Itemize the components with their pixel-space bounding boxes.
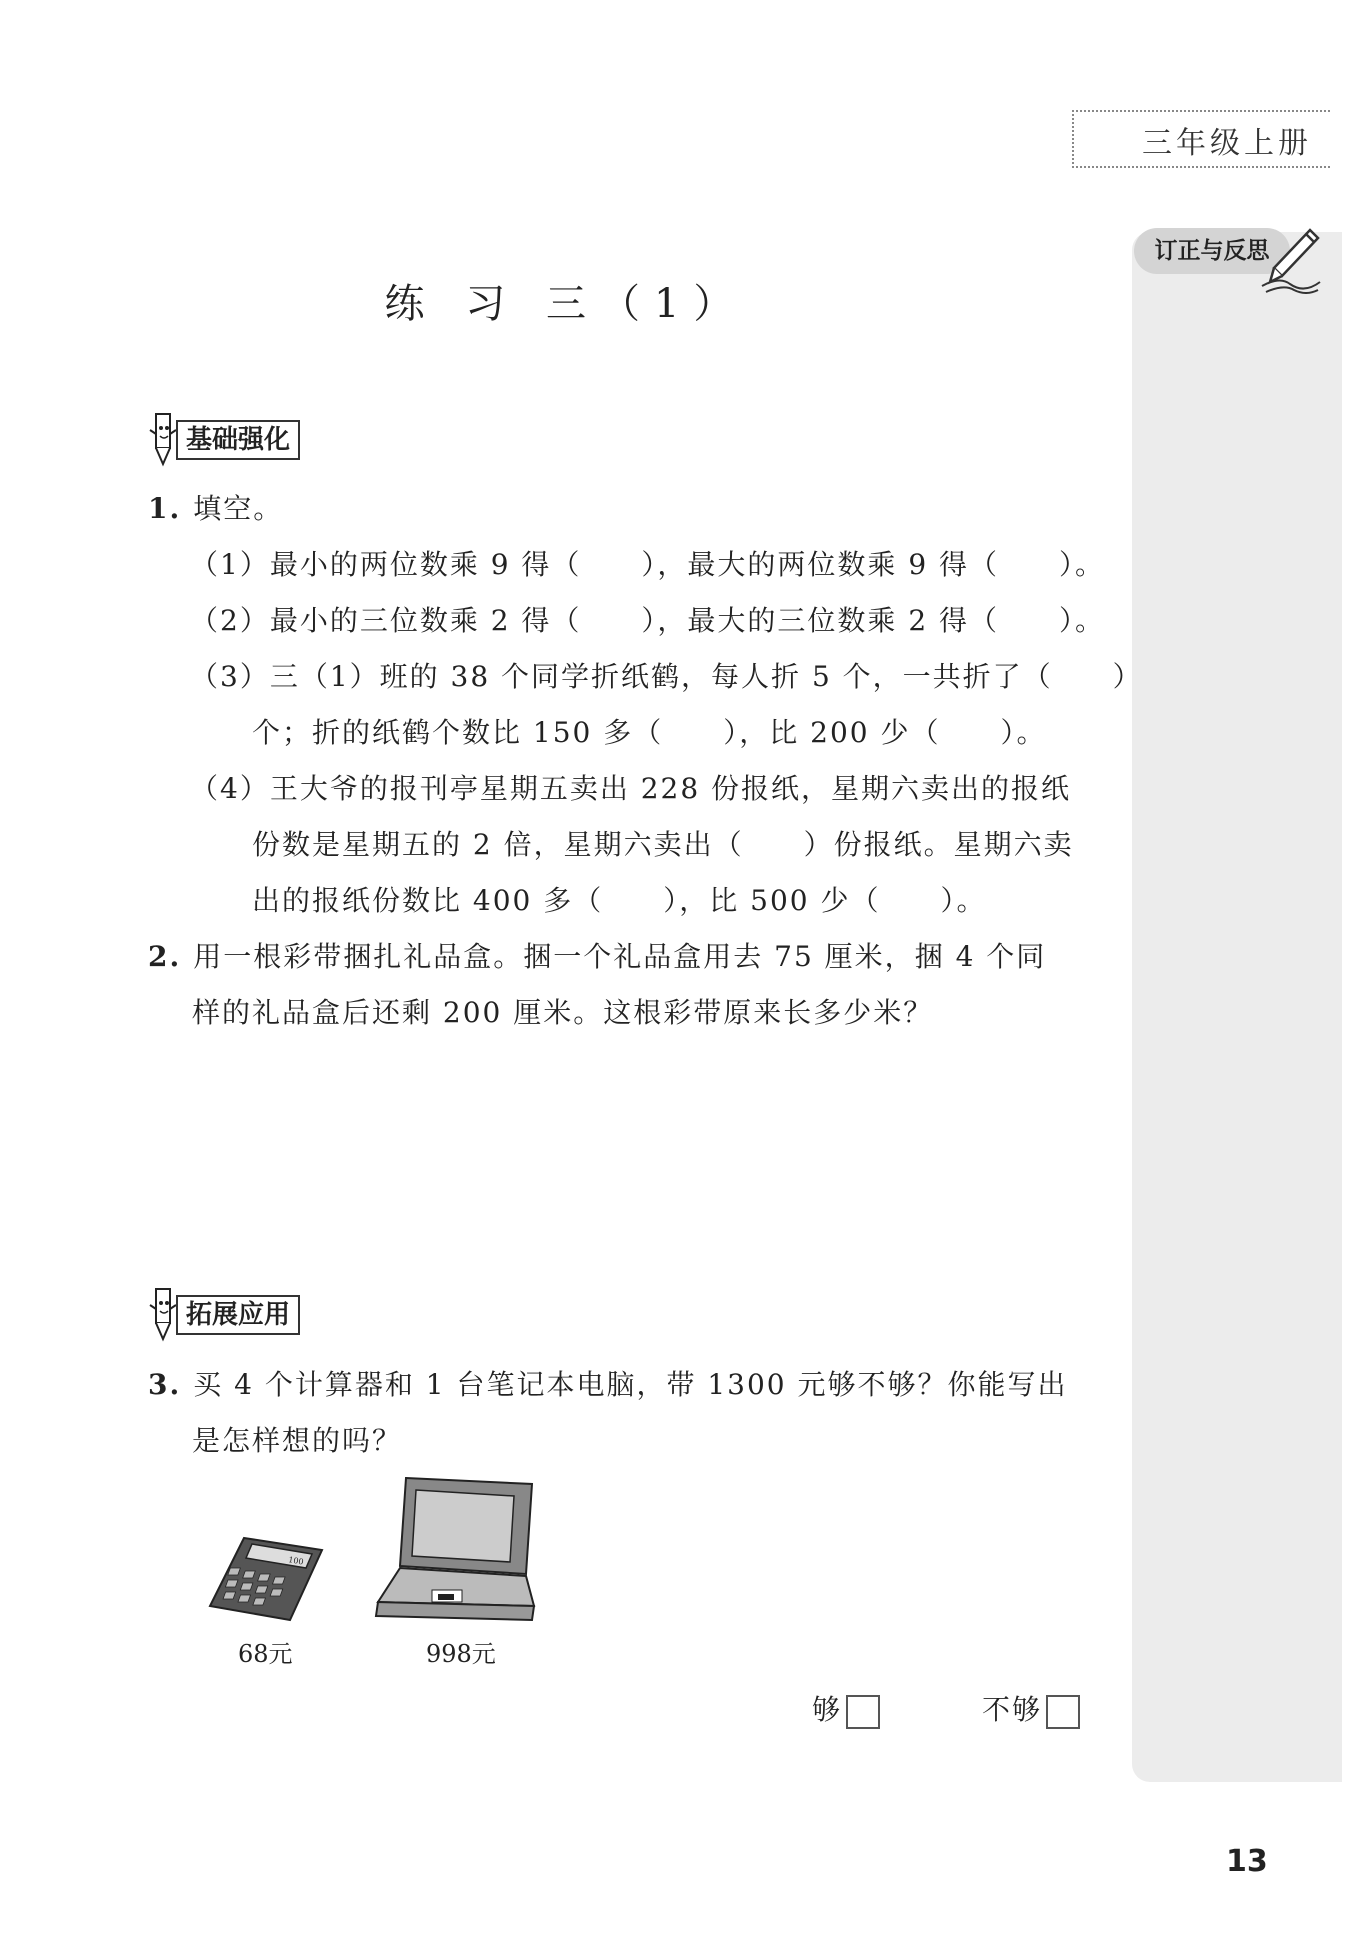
calculator-display: 100	[287, 1555, 305, 1567]
question-1-line: 出的报纸份数比 400 多（ ），比 500 少（ ）。	[252, 884, 987, 917]
question-text: 买 4 个计算器和 1 台笔记本电脑，带 1300 元够不够？你能写出	[193, 1368, 1068, 1401]
pencil-mascot-icon	[148, 412, 178, 468]
pencil-mascot-icon	[148, 1287, 178, 1343]
question-2-line	[148, 935, 1046, 975]
pencil-icon	[1260, 224, 1324, 294]
calculator-price: 68元	[238, 1640, 293, 1668]
section-header-basic	[148, 412, 318, 466]
laptop-price: 998元	[426, 1640, 496, 1668]
question-3-line	[148, 1363, 1068, 1403]
question-1-line: （1）最小的两位数乘 9 得（ ），最大的两位数乘 9 得（ ）。	[190, 548, 1106, 581]
sidebar-tab-label: 订正与反思	[1134, 228, 1290, 274]
grade-label	[1072, 110, 1330, 168]
question-number: 1.	[148, 492, 182, 525]
question-1-line: 个；折的纸鹤个数比 150 多（ ），比 200 少（ ）。	[252, 716, 1047, 749]
correction-sidebar	[1132, 232, 1342, 1782]
question-1-line: 份数是星期五的 2 倍，星期六卖出（ ）份报纸。星期六卖	[252, 828, 1074, 861]
not-enough-option	[982, 1688, 1080, 1729]
enough-label: 够	[812, 1693, 843, 1726]
question-2-line: 样的礼品盒后还剩 200 厘米。这根彩带原来长多少米？	[192, 996, 934, 1029]
section-label-basic: 基础强化	[176, 420, 300, 460]
section-label-extended: 拓展应用	[176, 1295, 300, 1335]
enough-option	[812, 1688, 880, 1729]
page-number: 13	[1226, 1844, 1268, 1879]
question-1-line: （4）王大爷的报刊亭星期五卖出 228 份报纸，星期六卖出的报纸	[190, 772, 1072, 805]
section-header-extended	[148, 1287, 318, 1341]
not-enough-checkbox[interactable]	[1046, 1695, 1080, 1729]
question-1-line: （2）最小的三位数乘 2 得（ ），最大的三位数乘 2 得（ ）。	[190, 604, 1106, 637]
calculator-icon	[208, 1536, 324, 1622]
question-number: 3.	[148, 1368, 182, 1401]
grade-text: 三年级上册	[1142, 126, 1312, 161]
question-3-line: 是怎样想的吗？	[192, 1424, 403, 1457]
page-title: 练 习 三（1）	[384, 281, 748, 327]
question-1-line: （3）三（1）班的 38 个同学折纸鹤，每人折 5 个，一共折了（ ）	[190, 660, 1143, 693]
laptop-icon	[374, 1474, 536, 1626]
not-enough-label: 不够	[982, 1693, 1043, 1726]
question-1-prompt	[148, 487, 283, 527]
question-number: 2.	[148, 940, 182, 973]
enough-checkbox[interactable]	[846, 1695, 880, 1729]
question-text: 用一根彩带捆扎礼品盒。捆一个礼品盒用去 75 厘米，捆 4 个同	[193, 940, 1047, 973]
question-text: 填空。	[193, 492, 284, 525]
